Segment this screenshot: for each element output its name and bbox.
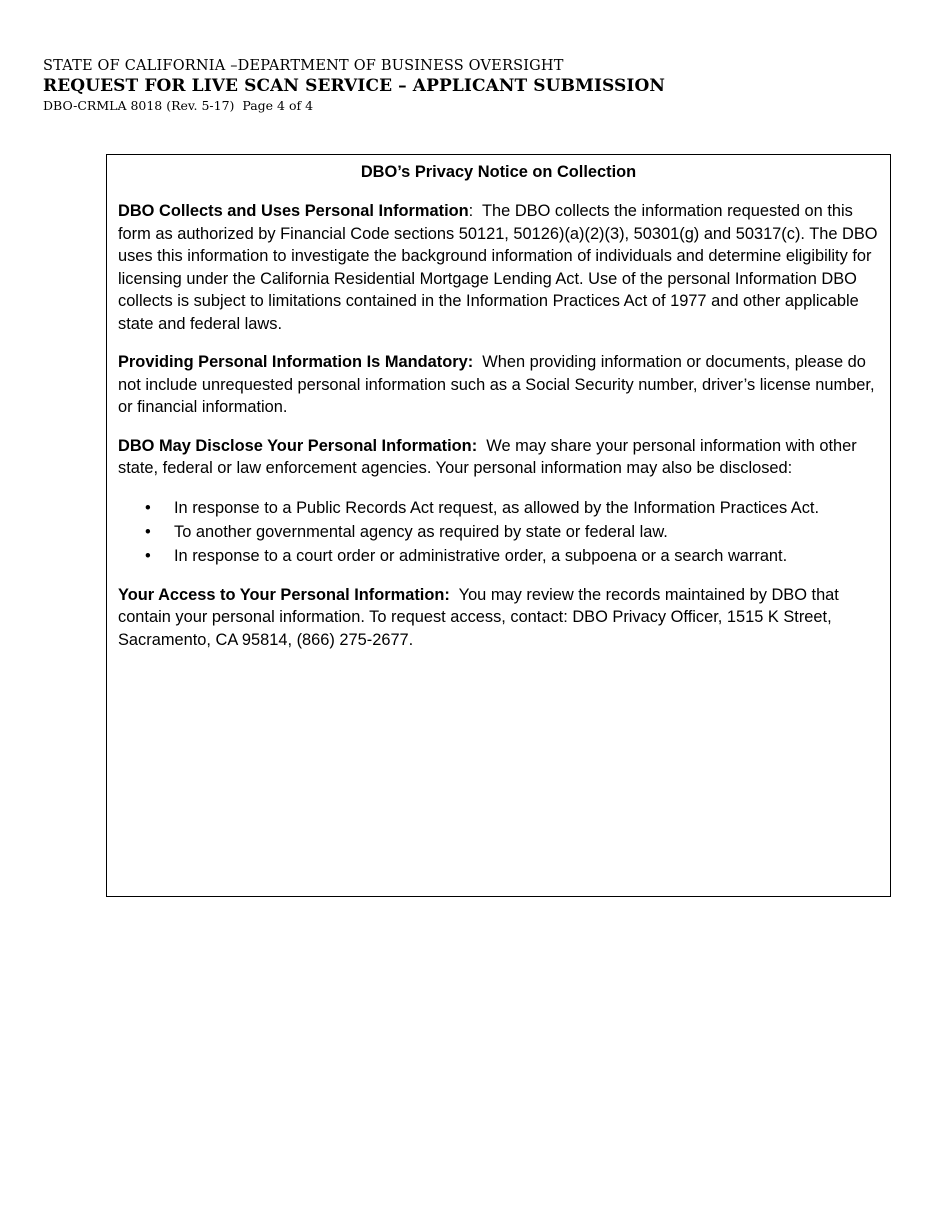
section-text: The DBO collects the information requested on this form as authorized by Financial Code sections 50121, 50126)(a)(2)(3), 50301(g) and 50317(c). The DBO uses this information to investigate the background information of individuals and determine eligibility for licensing under the California Residential Mortgage Lending Act. Use of the personal Information DBO collects is subject to limitations contained in the Information Practices Act of 1977 and other applicable state and federal laws. (118, 202, 878, 333)
notice-body (107, 200, 890, 651)
section-text: We may share your personal information with other state, federal or law enforcement agencies. Your personal information may also be disclosed: (118, 436, 857, 477)
disclosure-list (118, 496, 879, 568)
bullet-icon: • (145, 498, 151, 517)
section-separator (450, 586, 459, 604)
list-item (118, 544, 879, 568)
section-text: You may review the records maintained by DBO that contain your personal information. To request access, contact: DBO Privacy Officer, 1515 K Street, Sacramento, CA 95814, (866) 275-2677. (118, 585, 839, 649)
privacy-notice-box (106, 154, 891, 897)
section-text: When providing information or documents, please do not include unrequested personal information such as a Social Security number, driver’s license number, or financial information. (118, 353, 875, 416)
section-separator: : (468, 202, 483, 220)
list-item-text: In response to a Public Records Act request, as allowed by the Information Practices Act. (174, 498, 820, 517)
bullet-icon: • (145, 522, 151, 541)
bullet-icon: • (145, 546, 151, 565)
section-disclose (118, 435, 879, 480)
section-separator (477, 437, 486, 455)
section-access (118, 584, 879, 652)
section-heading: DBO Collects and Uses Personal Information (118, 202, 469, 220)
notice-title: DBO’s Privacy Notice on Collection (360, 163, 637, 181)
section-mandatory (118, 351, 879, 419)
form-id: DBO-CRMLA 8018 (Rev. 5-17) Page 4 of 4 (43, 98, 314, 113)
section-separator (473, 353, 482, 371)
section-heading: Providing Personal Information Is Mandatory: (118, 353, 474, 371)
document-header (43, 57, 665, 114)
list-item (118, 496, 879, 520)
list-item-text: In response to a court order or administrative order, a subpoena or a search warrant. (174, 546, 788, 565)
list-item (118, 520, 879, 544)
agency-name: STATE OF CALIFORNIA –DEPARTMENT OF BUSINESS OVERSIGHT (43, 58, 564, 74)
section-heading: Your Access to Your Personal Information: (118, 585, 450, 604)
form-title: REQUEST FOR LIVE SCAN SERVICE – APPLICANT SUBMISSION (43, 76, 666, 96)
section-heading: DBO May Disclose Your Personal Information: (118, 436, 478, 455)
list-item-text: To another governmental agency as required by state or federal law. (174, 522, 668, 541)
section-collects-uses (118, 200, 879, 335)
